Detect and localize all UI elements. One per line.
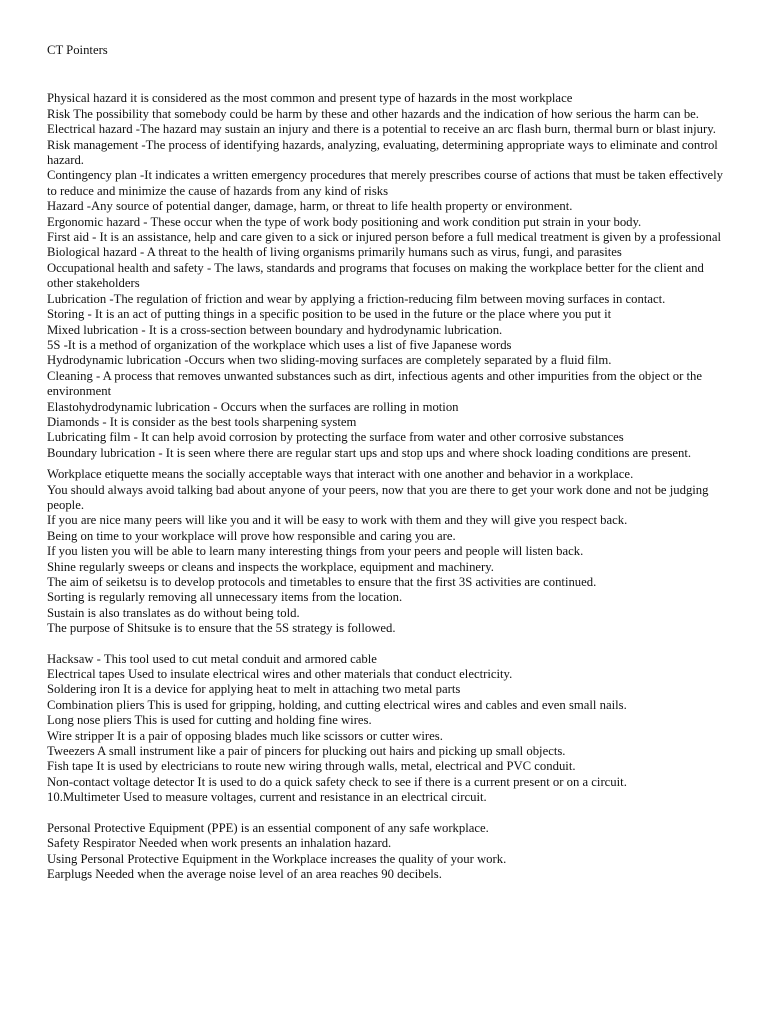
text-line: Physical hazard it is considered as the most common and present type of hazards in the most workplace [47, 91, 573, 106]
text-line: The purpose of Shitsuke is to ensure that the 5S strategy is followed. [47, 621, 396, 636]
document-page [47, 43, 723, 882]
text-line: Hydrodynamic lubrication -Occurs when two sliding-moving surfaces are completely separated by a fluid film. [47, 353, 612, 368]
text-line: Lubrication -The regulation of friction and wear by applying a friction-reducing film between moving surfaces in contact. [47, 291, 666, 306]
text-line: 10.Multimeter Used to measure voltages, current and resistance in an electrical circuit. [47, 790, 487, 805]
text-line: Wire stripper It is a pair of opposing blades much like scissors or cutter wires. [47, 728, 443, 743]
text-line: Electrical hazard -The hazard may sustain an injury and there is a potential to receive an arc flash burn, thermal burn or blast injury. [47, 122, 716, 137]
text-line: Risk management -The process of identifying hazards, analyzing, evaluating, determining appropriate ways to eliminate and control hazard. [47, 137, 718, 168]
text-line: Lubricating film - It can help avoid corrosion by protecting the surface from water and other corrosive substances [47, 430, 624, 445]
text-line: If you are nice many peers will like you and it will be easy to work with them and they will give you respect back. [47, 513, 628, 528]
section-spacer [47, 637, 723, 652]
text-line: Hazard -Any source of potential danger, damage, harm, or threat to life health property or environment. [47, 199, 573, 214]
text-line: Safety Respirator Needed when work presents an inhalation hazard. [47, 836, 392, 851]
text-line: Workplace etiquette means the socially acceptable ways that interact with one another and behavior in a workplace. [47, 467, 634, 482]
text-line: Sorting is regularly removing all unnecessary items from the location. [47, 590, 403, 605]
text-section [47, 652, 723, 806]
text-line: If you listen you will be able to learn many interesting things from your peers and people will listen back. [47, 544, 584, 559]
text-line: Personal Protective Equipment (PPE) is an essential component of any safe workplace. [47, 820, 489, 835]
text-line: You should always avoid talking bad about anyone of your peers, now that you are there to get your work done and not be judging people. [47, 482, 709, 512]
text-line: Occupational health and safety - The laws, standards and programs that focuses on making the workplace better for the client and other stakeholders [47, 260, 704, 291]
text-line: Mixed lubrication - It is a cross-section between boundary and hydrodynamic lubrication. [47, 322, 503, 337]
text-line: Cleaning - A process that removes unwanted substances such as dirt, infectious agents and other impurities from the object or the environment [47, 368, 703, 399]
text-line: Being on time to your workplace will prove how responsible and caring you are. [47, 528, 456, 543]
text-section [47, 91, 723, 461]
text-section [47, 821, 723, 883]
text-line: Shine regularly sweeps or cleans and inspects the workplace, equipment and machinery. [47, 559, 494, 574]
text-line: Ergonomic hazard - These occur when the type of work body positioning and work condition put strain in your body. [47, 214, 642, 229]
text-line: Boundary lubrication - It is seen where there are regular start ups and stop ups and where shock loading conditions are present. [47, 445, 692, 460]
text-line: Using Personal Protective Equipment in the Workplace increases the quality of your work. [47, 851, 507, 866]
text-line: 5S -It is a method of organization of the workplace which uses a list of five Japanese words [47, 337, 512, 352]
text-line: Biological hazard - A threat to the health of living organisms primarily humans such as virus, fungi, and parasites [47, 245, 622, 260]
text-line: Long nose pliers This is used for cutting and holding fine wires. [47, 713, 372, 728]
text-line: Soldering iron It is a device for applying heat to melt in attaching two metal parts [47, 682, 461, 697]
text-line: Combination pliers This is used for gripping, holding, and cutting electrical wires and cables and even small nails. [47, 697, 627, 712]
text-line: Storing - It is an act of putting things in a specific position to be used in the future or the place where you put it [47, 307, 612, 322]
text-line: First aid - It is an assistance, help and care given to a sick or injured person before a full medical treatment is given by a professional [47, 230, 721, 245]
text-line: Diamonds - It is consider as the best tools sharpening system [47, 414, 357, 429]
section-spacer [47, 806, 723, 821]
text-line: The aim of seiketsu is to develop protocols and timetables to ensure that the first 3S activities are continued. [47, 575, 597, 589]
text-line: Electrical tapes Used to insulate electrical wires and other materials that conduct electricity. [47, 667, 513, 682]
text-line: Fish tape It is used by electricians to route new wiring through walls, metal, electrical and PVC conduit. [47, 759, 576, 774]
text-line: Earplugs Needed when the average noise level of an area reaches 90 decibels. [47, 866, 442, 881]
text-section [47, 467, 723, 636]
text-line: Contingency plan -It indicates a written emergency procedures that merely prescribes course of actions that must be taken effectively to reduce and minimize the cause of hazards from any kind of risks [47, 168, 723, 198]
text-line: Elastohydrodynamic lubrication - Occurs when the surfaces are rolling in motion [47, 399, 459, 414]
text-line: Risk The possibility that somebody could be harm by these and other hazards and the indication of how serious the harm can be. [47, 106, 699, 121]
text-line: Hacksaw - This tool used to cut metal conduit and armored cable [47, 651, 377, 666]
text-line: Tweezers A small instrument like a pair of pincers for plucking out hairs and picking up small objects. [47, 744, 566, 759]
text-line: Sustain is also translates as do without being told. [47, 605, 300, 620]
document-body [47, 91, 723, 882]
text-line: Non-contact voltage detector It is used to do a quick safety check to see if there is a current present or on a circuit. [47, 774, 627, 789]
document-title: CT Pointers [47, 43, 108, 57]
